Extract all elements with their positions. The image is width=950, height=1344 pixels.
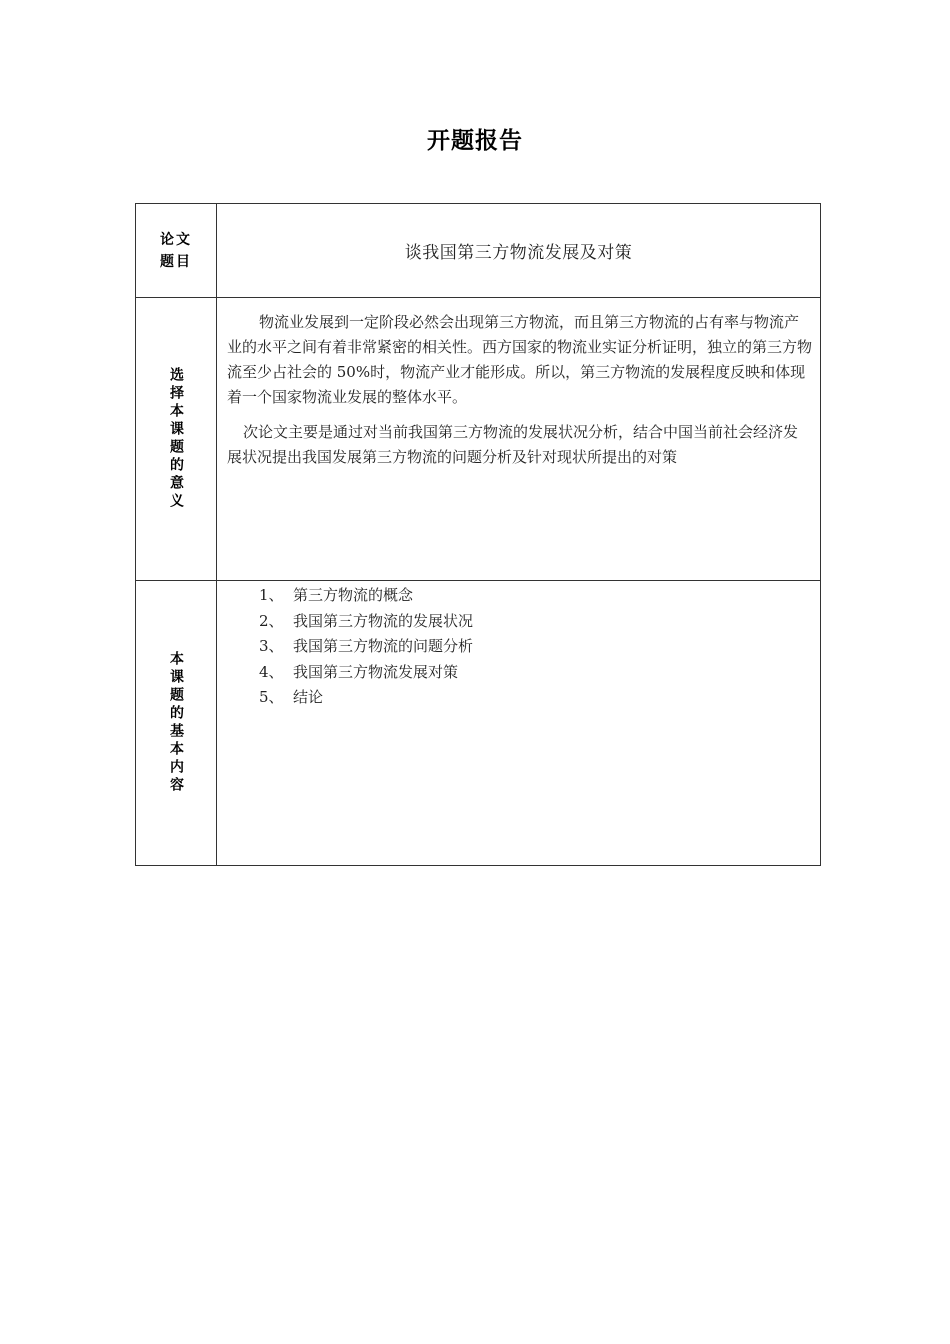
basic-content-list-cell xyxy=(217,581,821,866)
list-item-number: 1、 xyxy=(259,586,284,604)
list-item-number: 4、 xyxy=(259,662,284,681)
list-item xyxy=(259,634,820,660)
basic-content-list xyxy=(217,581,820,711)
list-item-text: 第三方物流的概念 xyxy=(293,586,414,604)
basic-content-row xyxy=(136,581,821,866)
list-item-number: 5、 xyxy=(259,688,284,706)
significance-label: 选择本课题的意义 xyxy=(168,367,184,511)
proposal-table xyxy=(135,203,821,866)
list-item xyxy=(259,609,820,635)
basic-content-label: 本课题的基本内容 xyxy=(168,651,184,795)
significance-paragraph-2: 次论文主要是通过对当前我国第三方物流的发展状况分析，结合中国当前社会经济发展状况提出我国发展第三方物流的问题分析及针对现状所提出的对策 xyxy=(227,423,799,466)
list-item-text: 我国第三方物流的问题分析 xyxy=(293,637,474,655)
thesis-title-value: 谈我国第三方物流发展及对策 xyxy=(404,243,633,263)
list-item xyxy=(259,685,820,711)
list-item-number: 3、 xyxy=(259,637,284,655)
significance-row xyxy=(136,298,821,581)
basic-content-label-cell xyxy=(136,581,217,866)
list-item xyxy=(259,583,820,609)
list-item xyxy=(259,660,820,686)
thesis-title-value-cell xyxy=(217,204,821,298)
list-item-text: 我国第三方物流的发展状况 xyxy=(293,611,474,630)
thesis-title-label: 论文题目 xyxy=(160,231,192,270)
thesis-title-label-cell xyxy=(136,204,217,298)
thesis-title-row xyxy=(136,204,821,298)
list-item-number: 2、 xyxy=(259,611,284,630)
significance-text-cell xyxy=(217,298,821,581)
significance-label-cell xyxy=(136,298,217,581)
page-title: 开题报告 xyxy=(427,128,523,154)
list-item-text: 结论 xyxy=(293,688,324,706)
significance-paragraph-1: 物流业发展到一定阶段必然会出现第三方物流，而且第三方物流的占有率与物流产业的水平之间有着非常紧密的相关性。西方国家的物流业实证分析证明，独立的第三方物流至少占社会的 50%时，物流产业才能形成。所以，第三方物流的发展程度反映和体现着一个国家物流业发展的整体水平。 xyxy=(227,313,813,406)
list-item-text: 我国第三方物流发展对策 xyxy=(293,662,459,681)
